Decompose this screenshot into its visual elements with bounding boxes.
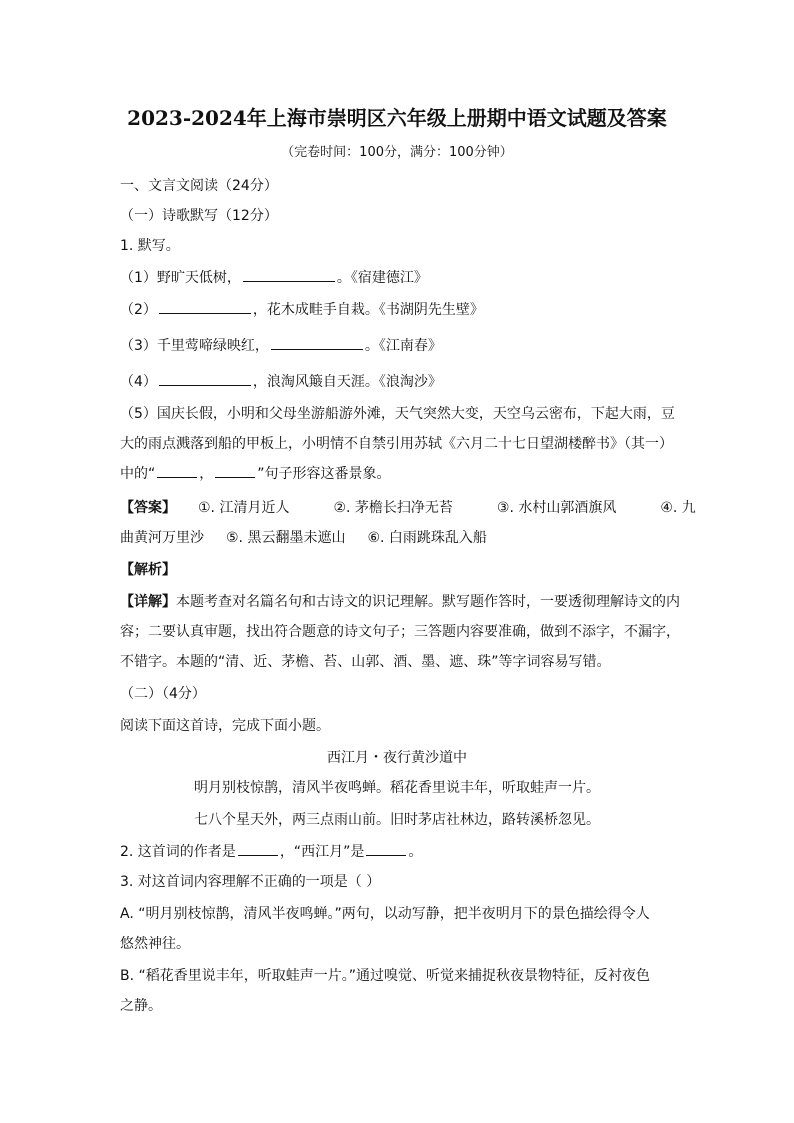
question-text: ”句子形容这番景象。 [257,466,391,482]
question-text: 。 [408,844,423,860]
option-b-line-2: 之静。 [120,998,162,1014]
answer-item: ④. 九 [660,500,696,516]
reading-instruction: 阅读下面这首诗，完成下面小题。 [120,718,330,734]
detail-line-2: 容；二要认真审题，找出符合题意的诗文句子；三答题内容要准确，做到不添字，不漏字， [120,624,680,640]
answer-blank[interactable] [157,463,197,478]
question-source: ，浪淘风簸自天涯。《浪淘沙》 [252,374,442,390]
poem-line-1: 明月别枝惊鹊，清风半夜鸣蝉。稻花香里说丰年，听取蛙声一片。 [194,780,600,796]
answer-line-1 [120,496,696,520]
poem-line-2: 七八个星天外，两三点雨山前。旧时茅店社林边，路转溪桥忽见。 [194,812,600,828]
part-heading: （二）（4分） [120,686,206,702]
option-b-line-1: B. “稻花香里说丰年，听取蛙声一片。”通过嗅觉、听觉来捕捉秋夜景物特征，反衬夜色 [120,968,651,984]
question-text: ， [199,466,214,482]
question-text: ，“西江月”是 [279,844,365,860]
part-heading: （一）诗歌默写（12分） [120,208,278,224]
detail-label: 【详解】 [120,594,176,610]
question-text: 2. 这首词的作者是 [120,844,236,860]
detail-line-1 [120,590,680,614]
question-source: 。《宿建德江》 [336,270,428,286]
question-1-5-line-2: 大的雨点溅落到船的甲板上，小明情不自禁引用苏轼《六月二十七日望湖楼醉书》（其一） [120,436,673,452]
question-text: （2） [120,302,157,318]
answer-item: ②. 茅檐长扫净无苔 [333,500,453,516]
answer-label: 【答案】 [120,500,176,516]
answer-item: ①. 江清月近人 [198,500,290,516]
answer-item: 曲黄河万里沙 [120,530,204,546]
analysis-label: 【解析】 [120,562,176,578]
question-text: 中的“ [120,466,156,482]
question-text: （3）千里莺啼绿映红， [120,338,269,354]
detail-line-3: 不错字。本题的“清、近、茅檐、苔、山郭、酒、墨、遮、珠”等字词容易写错。 [120,654,611,670]
question-1-5-line-1: （5）国庆长假，小明和父母坐游船游外滩，天气突然大变，天空乌云密布，下起大雨，豆 [120,406,675,422]
question-1-3 [120,334,680,358]
page-title: 2023-2024年上海市崇明区六年级上册期中语文试题及答案 [127,106,667,130]
answer-line-2 [120,526,680,550]
question-source: 。《江南春》 [364,338,442,354]
question-1-1 [120,266,680,290]
option-a-line-2: 悠然神往。 [120,936,190,952]
answer-blank[interactable] [243,267,335,282]
question-1-4 [120,370,680,394]
exam-info: （完卷时间：100分，满分：100分钟） [281,145,513,160]
answer-blank[interactable] [215,463,255,478]
answer-item: ⑥. 白雨跳珠乱入船 [367,530,487,546]
question-text: （4） [120,374,157,390]
detail-text: 本题考查对名篇名句和古诗文的识记理解。默写题作答时，一要透彻理解诗文的内 [176,594,680,610]
poem-title: 西江月・夜行黄沙道中 [327,750,467,766]
answer-blank[interactable] [271,335,363,350]
question-source: ，花木成畦手自栽。《书湖阴先生壁》 [252,302,484,318]
question-1-5-line-3 [120,462,680,486]
question-2 [120,840,680,864]
answer-blank[interactable] [238,841,278,856]
answer-blank[interactable] [159,299,251,314]
question-text: （1）野旷天低树， [120,270,241,286]
option-a-line-1: A. “明月别枝惊鹊，清风半夜鸣蝉。”两句，以动写静，把半夜明月下的景色描绘得令人 [120,906,650,922]
question-3: 3. 对这首词内容理解不正确的一项是（ ） [120,874,381,890]
answer-blank[interactable] [366,841,406,856]
answer-item: ⑤. 黑云翻墨未遮山 [226,530,346,546]
section-heading: 一、文言文阅读（24分） [120,178,278,194]
answer-blank[interactable] [159,371,251,386]
question-1-2 [120,298,680,322]
answer-item: ③. 水村山郭酒旗风 [496,500,617,516]
question-1: 1. 默写。 [120,238,180,254]
